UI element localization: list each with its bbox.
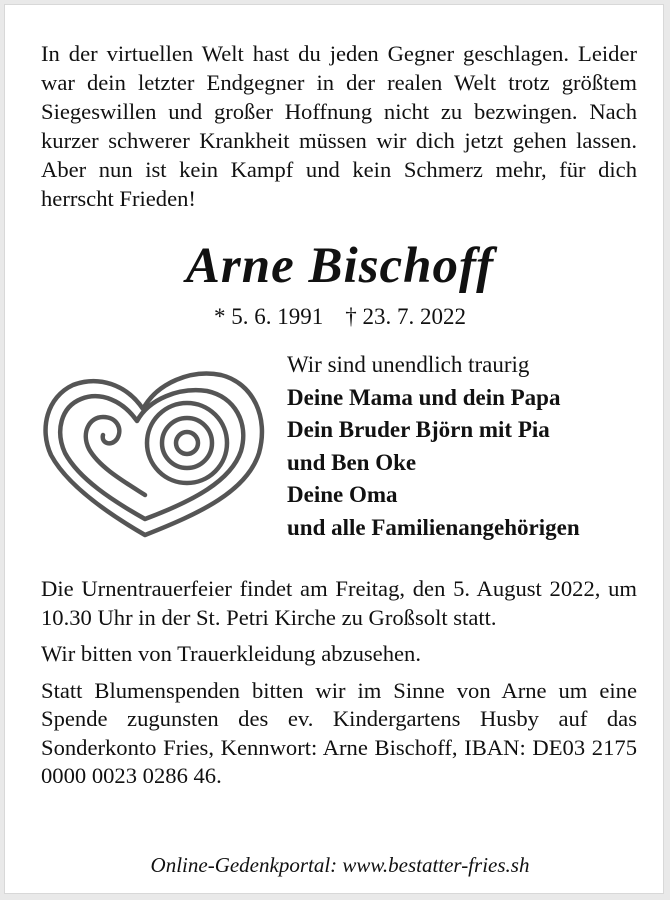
- intro-text: In der virtuellen Welt hast du jeden Gegner geschlagen. Leider war dein letzter Endgegner in der realen Welt trotz größtem Siegeswillen und großer Hoffnung nicht zu bezwingen. Nach kurzer schwerer Krankheit müssen wir dich jetzt gehen lassen. Aber nun ist kein Kampf und kein Schmerz mehr, für dich herrscht Frieden!: [41, 41, 637, 211]
- mourner-line: und Ben Oke: [287, 449, 417, 475]
- donation-note: Statt Blumenspenden bitten wir im Sinne von Arne um eine Spende zugunsten des ev. Kindergartens Husby auf das Sonderkonto Fries, Kennwort: Arne Bischoff, IBAN: DE03 2175 0000 0023 0286 46.: [41, 677, 637, 788]
- obituary-card: [4, 4, 664, 894]
- mourner-line: Deine Oma: [287, 482, 398, 507]
- deceased-name: Arne Bischoff: [185, 238, 495, 294]
- online-portal: Online-Gedenkportal: www.bestatter-fries.sh: [150, 853, 530, 877]
- mourners-block: [287, 349, 647, 544]
- clothing-note: Wir bitten von Trauerkleidung abzusehen.: [41, 641, 421, 666]
- spiral-heart-icon: [41, 363, 273, 543]
- service-info: [41, 575, 637, 799]
- death-date: † 23. 7. 2022: [345, 304, 466, 329]
- birth-date: * 5. 6. 1991: [214, 304, 324, 329]
- life-dates: [5, 304, 670, 330]
- mourner-line: Dein Bruder Björn mit Pia: [287, 417, 550, 442]
- service-details: Die Urnentrauerfeier findet am Freitag, den 5. August 2022, um 10.30 Uhr in der St. Petri Kirche zu Großsolt statt.: [41, 576, 637, 630]
- mourners-lead: Wir sind unendlich traurig: [287, 352, 530, 377]
- mourner-line: Deine Mama und dein Papa: [287, 384, 561, 410]
- mourner-line: und alle Familienangehörigen: [287, 514, 580, 540]
